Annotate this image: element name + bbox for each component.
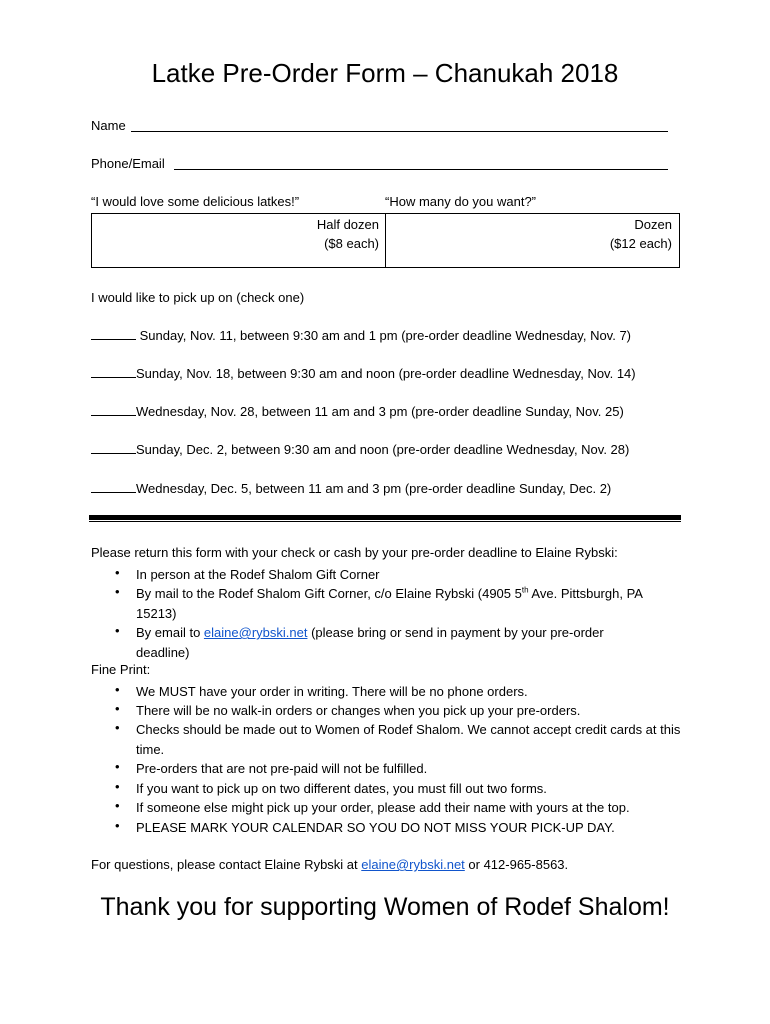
return-item-text [117, 584, 677, 623]
fine-print-text: • There will be no walk-in orders or changes when you pick up your pre-orders. [136, 703, 581, 718]
fine-print-item [117, 682, 687, 702]
email-suffix: (please bring or send in payment by your pre-order deadline) [136, 625, 604, 660]
fine-print-text: • Checks should be made out to Women of Rodef Shalom. We cannot accept credit cards at this time. [136, 722, 681, 757]
return-item-mail [117, 584, 677, 623]
pickup-option-2[interactable] [91, 366, 636, 381]
pickup-option-text: Sunday, Dec. 2, between 9:30 am and noon (pre-order deadline Wednesday, Nov. 28) [136, 442, 630, 457]
dozen-price: ($12 each) [609, 236, 672, 251]
return-item-in-person [117, 565, 677, 585]
dozen-cell[interactable] [610, 215, 672, 253]
name-field[interactable] [131, 131, 668, 132]
fine-print-text: • If you want to pick up on two different dates, you must fill out two forms. [136, 781, 547, 796]
pickup-option-text: Sunday, Nov. 11, between 9:30 am and 1 pm (pre-order deadline Wednesday, Nov. 7) [136, 328, 632, 343]
return-intro: Please return this form with your check or cash by your pre-order deadline to Elaine Rybski: [91, 545, 618, 560]
fine-print-item [117, 720, 687, 759]
phone-email-label: Phone/Email [91, 156, 165, 171]
page-title: Latke Pre-Order Form – Chanukah 2018 [151, 58, 619, 88]
thin-divider [89, 521, 681, 522]
order-right-prompt: “How many do you want?” [385, 194, 537, 209]
contact-prefix: For questions, please contact Elaine Rybski at [91, 857, 362, 872]
half-dozen-label: Half dozen [316, 217, 379, 232]
fine-print-heading: Fine Print: [91, 662, 151, 677]
fine-print-item [117, 818, 687, 838]
fine-print-text: • We MUST have your order in writing. There will be no phone orders. [136, 684, 528, 699]
mail-sup: th [521, 585, 529, 595]
checkbox-blank[interactable] [91, 443, 136, 454]
order-left-prompt: “I would love some delicious latkes!” [91, 194, 300, 209]
checkbox-blank[interactable] [91, 482, 136, 493]
order-quantity-table [91, 213, 680, 268]
pickup-option-text: Wednesday, Dec. 5, between 11 am and 3 pm (pre-order deadline Sunday, Dec. 2) [136, 481, 612, 496]
pickup-option-text: Sunday, Nov. 18, between 9:30 am and noon (pre-order deadline Wednesday, Nov. 14) [136, 366, 636, 381]
return-item-text: • In person at the Rodef Shalom Gift Corner [136, 567, 380, 582]
fine-print-text: • If someone else might pick up your order, please add their name with yours at the top. [136, 800, 630, 815]
checkbox-blank[interactable] [91, 405, 136, 416]
thank-you-message: Thank you for supporting Women of Rodef Shalom! [100, 893, 670, 921]
contact-suffix: or 412-965-8563. [464, 857, 569, 872]
email-link[interactable]: elaine@rybski.net [203, 625, 308, 640]
half-dozen-price: ($8 each) [324, 236, 379, 251]
email-prefix: By email to [136, 625, 204, 640]
contact-line [91, 857, 568, 872]
name-label: Name [91, 118, 126, 133]
pickup-option-4[interactable] [91, 442, 629, 457]
mail-suffix: Ave. Pittsburgh, PA 15213) [136, 586, 643, 621]
fine-print-item [117, 779, 687, 799]
checkbox-blank[interactable] [91, 367, 136, 378]
half-dozen-cell[interactable] [317, 215, 379, 253]
fine-print-item [117, 701, 687, 721]
checkbox-blank[interactable] [91, 329, 136, 340]
thick-divider [89, 515, 681, 520]
contact-email-link[interactable]: elaine@rybski.net [361, 857, 465, 872]
dozen-label: Dozen [634, 217, 672, 232]
pickup-option-3[interactable] [91, 404, 624, 419]
fine-print-text: • PLEASE MARK YOUR CALENDAR SO YOU DO NOT MISS YOUR PICK-UP DAY. [136, 820, 615, 835]
mail-prefix: By mail to the Rodef Shalom Gift Corner, c/o Elaine Rybski (4905 5 [136, 586, 522, 601]
pickup-option-text: Wednesday, Nov. 28, between 11 am and 3 pm (pre-order deadline Sunday, Nov. 25) [136, 404, 624, 419]
fine-print-item [117, 798, 687, 818]
fine-print-text: • Pre-orders that are not pre-paid will not be fulfilled. [136, 761, 428, 776]
pickup-option-5[interactable] [91, 481, 611, 496]
phone-email-field[interactable] [174, 169, 668, 170]
pickup-option-1[interactable] [91, 328, 631, 343]
return-item-email [117, 623, 657, 662]
fine-print-item [117, 759, 687, 779]
table-divider [385, 214, 386, 267]
return-item-text [117, 623, 657, 662]
pickup-heading: I would like to pick up on (check one) [91, 290, 305, 305]
